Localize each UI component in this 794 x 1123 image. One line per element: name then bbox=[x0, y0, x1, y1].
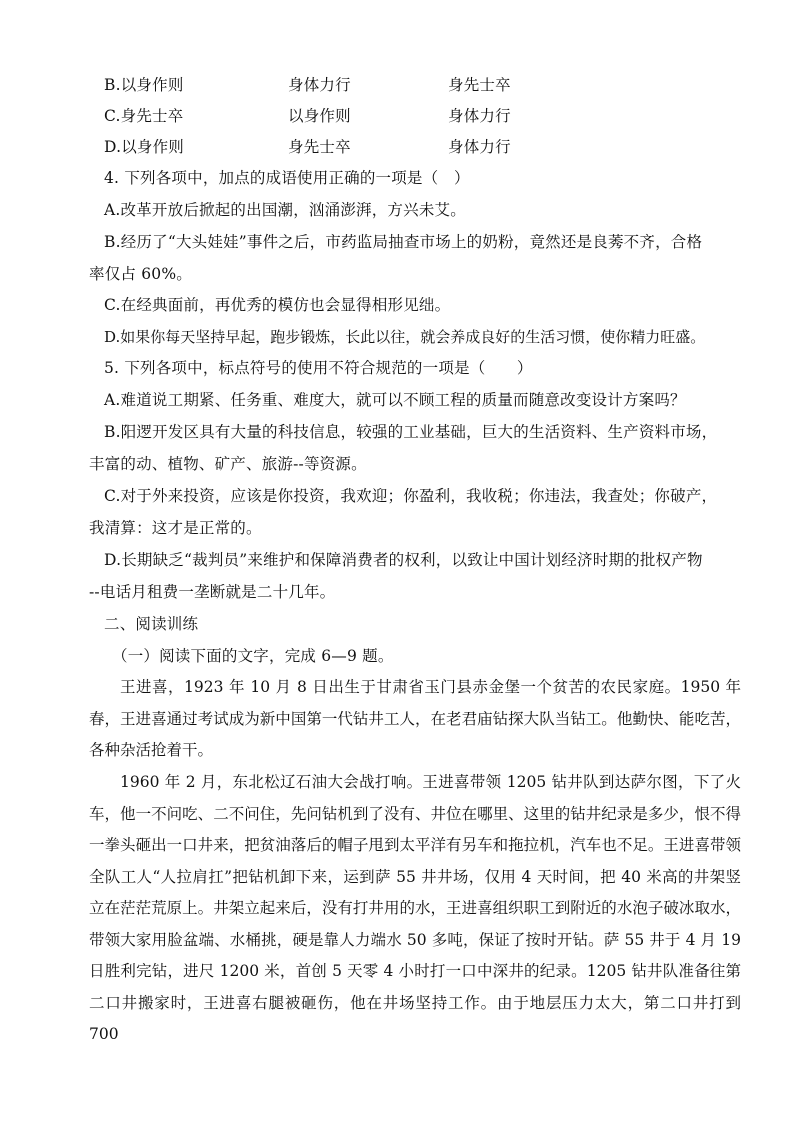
section-title: 二、阅读训练 bbox=[104, 615, 199, 633]
q5-option-d-line1: D.长期缺乏“裁判员”来维护和保障消费者的权利，以致让中国计划经济时期的批权产物 bbox=[104, 551, 703, 569]
q3-option-d-b: 身体力行 bbox=[448, 138, 511, 156]
q3-option-b-row bbox=[104, 75, 704, 95]
q5-option-d-line2: --电话月租费一垄断就是二十几年。 bbox=[89, 583, 336, 601]
passage-paragraph-2: 1960 年 2 月，东北松辽石油大会战打响。王进喜带领 1205 钻井队到达萨尔图，下了火车，他一不问吃、二不问住，先问钻机到了没有、井位在哪里、这里的钻井纪录是多少，恨不得一拳头砸出一口井来，把贫油落后的帽子甩到太平洋有另车和拖拉机，汽车也不足。王进喜带领全队工人“人拉肩扛”把钻机卸下来，运到萨 55 井井场，仅用 4 天时间，把 40 米高的井架竖立在茫茫荒原上。井架立起来后，没有打井用的水，王进喜组织职工到附近的水泡子破冰取水，带领大家用脸盆端、水桶挑，硬是靠人力端水 50 多吨，保证了按时开钻。萨 55 井于 4 月 19 日胜利完钻，进尺 1200 米，首创 5 天零 4 小时打一口中深井的纪录。1205 钻井队准备往第二口井搬家时，王进喜右腿被砸伤，他在井场坚持工作。由于地层压力太大，第二口井打到 700 bbox=[89, 773, 741, 1043]
q3-option-c-a: 以身作则 bbox=[288, 107, 351, 125]
q4-option-b-line1: B.经历了“大头娃娃”事件之后，市药监局抽查市场上的奶粉，竟然还是良莠不齐，合格 bbox=[104, 233, 703, 251]
q4-option-c: C.在经典面前，再优秀的模仿也会显得相形见绌。 bbox=[104, 296, 451, 314]
q3-option-c-b: 身体力行 bbox=[448, 107, 511, 125]
q3-option-d-a: 身先士卒 bbox=[288, 138, 351, 156]
q4-option-b-line2: 率仅占 60%。 bbox=[89, 265, 192, 283]
q3-option-b-a: 身体力行 bbox=[288, 76, 351, 94]
q5-option-c-line2: 我清算：这才是正常的。 bbox=[89, 519, 262, 537]
q5-option-c-line1: C.对于外来投资，应该是你投资，我欢迎；你盈利，我收税；你违法，我查处；你破产， bbox=[104, 487, 718, 505]
q3-option-c-label: C.身先士卒 bbox=[104, 107, 184, 125]
q5-stem: 5. 下列各项中，标点符号的使用不符合规范的一项是（ ） bbox=[104, 359, 533, 377]
q3-option-c-row bbox=[104, 106, 704, 126]
q5-option-a: A.难道说工期紧、任务重、难度大，就可以不顾工程的质量而随意改变设计方案吗？ bbox=[104, 391, 686, 409]
q4-stem: 4. 下列各项中，加点的成语使用正确的一项是（ ） bbox=[104, 169, 470, 187]
q5-option-b-line1: B.阳逻开发区具有大量的科技信息，较强的工业基础，巨大的生活资料、生产资料市场， bbox=[104, 423, 718, 441]
q3-option-d-row bbox=[104, 137, 704, 157]
q3-option-d-label: D.以身作则 bbox=[104, 138, 185, 156]
q3-option-b-b: 身先士卒 bbox=[448, 76, 511, 94]
passage-paragraph-1: 王进喜，1923 年 10 月 8 日出生于甘肃省玉门县赤金堡一个贫苦的农民家庭。1950 年春，王进喜通过考试成为新中国第一代钻井工人，在老君庙钻探大队当钻工。他勤快、能吃苦，各种杂活抢着干。 bbox=[89, 678, 741, 759]
q3-option-b-label: B.以身作则 bbox=[104, 76, 184, 94]
q4-option-d: D.如果你每天坚持早起，跑步锻炼，长此以往，就会养成良好的生活习惯，使你精力旺盛。 bbox=[104, 328, 706, 346]
q4-option-a: A.改革开放后掀起的出国潮，汹涌澎湃，方兴未艾。 bbox=[104, 201, 466, 219]
q5-option-b-line2: 丰富的动、植物、矿产、旅游--等资源。 bbox=[89, 455, 367, 473]
section-subtitle: （一）阅读下面的文字，完成 6—9 题。 bbox=[112, 647, 394, 665]
